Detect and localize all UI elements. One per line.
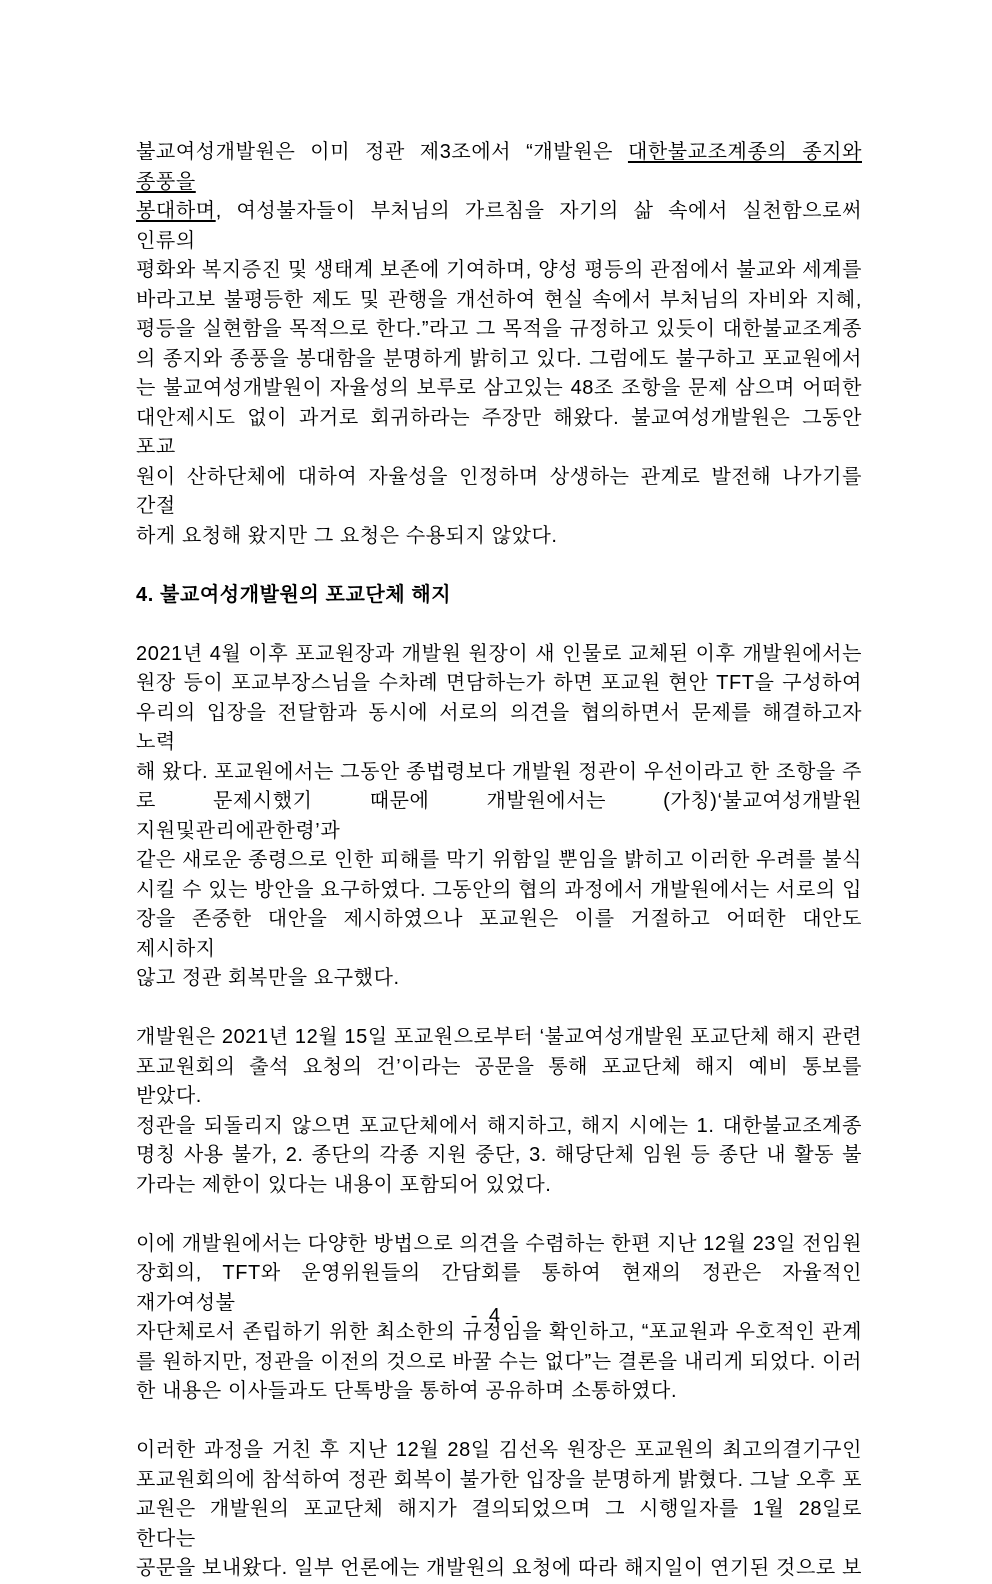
paragraph-5 — [136, 1436, 862, 1584]
text-line: 같은 새로운 종령으로 인한 피해를 막기 위함일 뿐임을 밝히고 이러한 우려를 불식 — [136, 849, 862, 871]
text-line — [136, 197, 862, 256]
text-line: 바라고보 불평등한 제도 및 관행을 개선하여 현실 속에서 부처님의 자비와 지혜, — [136, 288, 862, 311]
text-line: 평화와 복지증진 및 생태계 보존에 기여하며, 양성 평등의 관점에서 불교와 세계를 — [136, 259, 862, 281]
text-line: 는 불교여성개발원이 자율성의 보루로 삼고있는 48조 조항을 문제 삼으며 어떠한 — [136, 377, 862, 399]
text-line: 않고 정관 회복만을 요구했다. — [136, 967, 400, 989]
text-line: 우리의 입장을 전달함과 동시에 서로의 의견을 협의하면서 문제를 해결하고자 노력 — [136, 701, 862, 753]
text-line: 포교원회의에 참석하여 정관 회복이 불가한 입장을 분명하게 밝혔다. 그날 오후 포 — [136, 1468, 862, 1491]
text-line: 이러한 과정을 거친 후 지난 12월 28일 김선옥 원장은 포교원의 최고의결기구인 — [136, 1439, 862, 1461]
text-line: 로 문제시했기 때문에 개발원에서는 (가칭)‘불교여성개발원 지원및관리에관한령’과 — [136, 790, 862, 842]
paragraph-2 — [136, 640, 862, 994]
text-line: 시킬 수 있는 방안을 요구하였다. 그동안의 협의 과정에서 개발원에서는 서로의 입 — [136, 878, 862, 901]
text-line: 장회의, TFT와 운영위원들의 간담회를 통하여 현재의 정관은 자율적인 재가여성불 — [136, 1262, 862, 1314]
text-line: 이에 개발원에서는 다양한 방법으로 의견을 수렴하는 한편 지난 12월 23일 전임원 — [136, 1232, 862, 1255]
text-line: 원장 등이 포교부장스님을 수차례 면담하는가 하면 포교원 현안 TFT을 구성하여 — [136, 672, 862, 694]
text-segment: 불교여성개발원은 이미 정관 제3조에서 “개발원은 — [136, 141, 614, 163]
underlined-text: 대한불교조계종의 종지와 종풍을 — [136, 141, 862, 193]
text-line: 공문을 보내왔다. 일부 언론에는 개발원의 요청에 따라 해지일이 연기된 것으로 보 — [136, 1557, 862, 1579]
text-line: 원이 산하단체에 대하여 자율성을 인정하며 상생하는 관계로 발전해 나가기를 간절 — [136, 465, 862, 517]
text-line: 하게 요청해 왔지만 그 요청은 수용되지 않았다. — [136, 524, 558, 547]
text-line: 자단체로서 존립하기 위한 최소한의 규정임을 확인하고, “포교원과 우호적인 관계 — [136, 1321, 862, 1343]
text-segment: , 여성불자들이 부처님의 가르침을 자기의 삶 속에서 실천함으로써 인류의 — [136, 200, 862, 252]
section-heading — [136, 581, 862, 611]
text-line: 포교원회의 출석 요청의 건’이라는 공문을 통해 포교단체 해지 예비 통보를 받았다. — [136, 1055, 862, 1107]
section-heading-text: 4. 불교여성개발원의 포교단체 해지 — [136, 583, 452, 606]
text-line: 가라는 제한이 있다는 내용이 포함되어 있었다. — [136, 1173, 552, 1196]
underlined-text: 봉대하며 — [136, 200, 216, 222]
text-line: 개발원은 2021년 12월 15일 포교원으로부터 ‘불교여성개발원 포교단체 해지 관련 — [136, 1026, 862, 1048]
document-body — [136, 138, 862, 1584]
text-line: 를 원하지만, 정관을 이전의 것으로 바꿀 수는 없다”는 결론을 내리게 되었다. 이러 — [136, 1350, 862, 1373]
page-number: - 4 - — [470, 1305, 522, 1327]
text-line: 2021년 4월 이후 포교원장과 개발원 원장이 새 인물로 교체된 이후 개발원에서는 — [136, 642, 862, 665]
paragraph-3 — [136, 1023, 862, 1200]
text-line — [136, 138, 862, 197]
text-line: 한 내용은 이사들과도 단톡방을 통하여 공유하며 소통하였다. — [136, 1380, 678, 1402]
paragraph-1 — [136, 138, 862, 551]
text-line: 평등을 실현함을 목적으로 한다.”라고 그 목적을 규정하고 있듯이 대한불교조계종 — [136, 318, 862, 340]
text-line: 정관을 되돌리지 않으면 포교단체에서 해지하고, 해지 시에는 1. 대한불교조계종 — [136, 1114, 862, 1137]
text-line: 명칭 사용 불가, 2. 종단의 각종 지원 중단, 3. 해당단체 임원 등 종단 내 활동 불 — [136, 1144, 862, 1166]
text-line: 대안제시도 없이 과거로 회귀하라는 주장만 해왔다. 불교여성개발원은 그동안 포교 — [136, 406, 862, 458]
text-line: 해 왔다. 포교원에서는 그동안 종법령보다 개발원 정관이 우선이라고 한 조항을 주 — [136, 760, 862, 783]
text-line: 의 종지와 종풍을 봉대함을 분명하게 밝히고 있다. 그럼에도 불구하고 포교원에서 — [136, 347, 862, 370]
text-line: 교원은 개발원의 포교단체 해지가 결의되었으며 그 시행일자를 1월 28일로 한다는 — [136, 1498, 862, 1550]
text-line: 장을 존중한 대안을 제시하였으나 포교원은 이를 거절하고 어떠한 대안도 제시하지 — [136, 908, 862, 960]
